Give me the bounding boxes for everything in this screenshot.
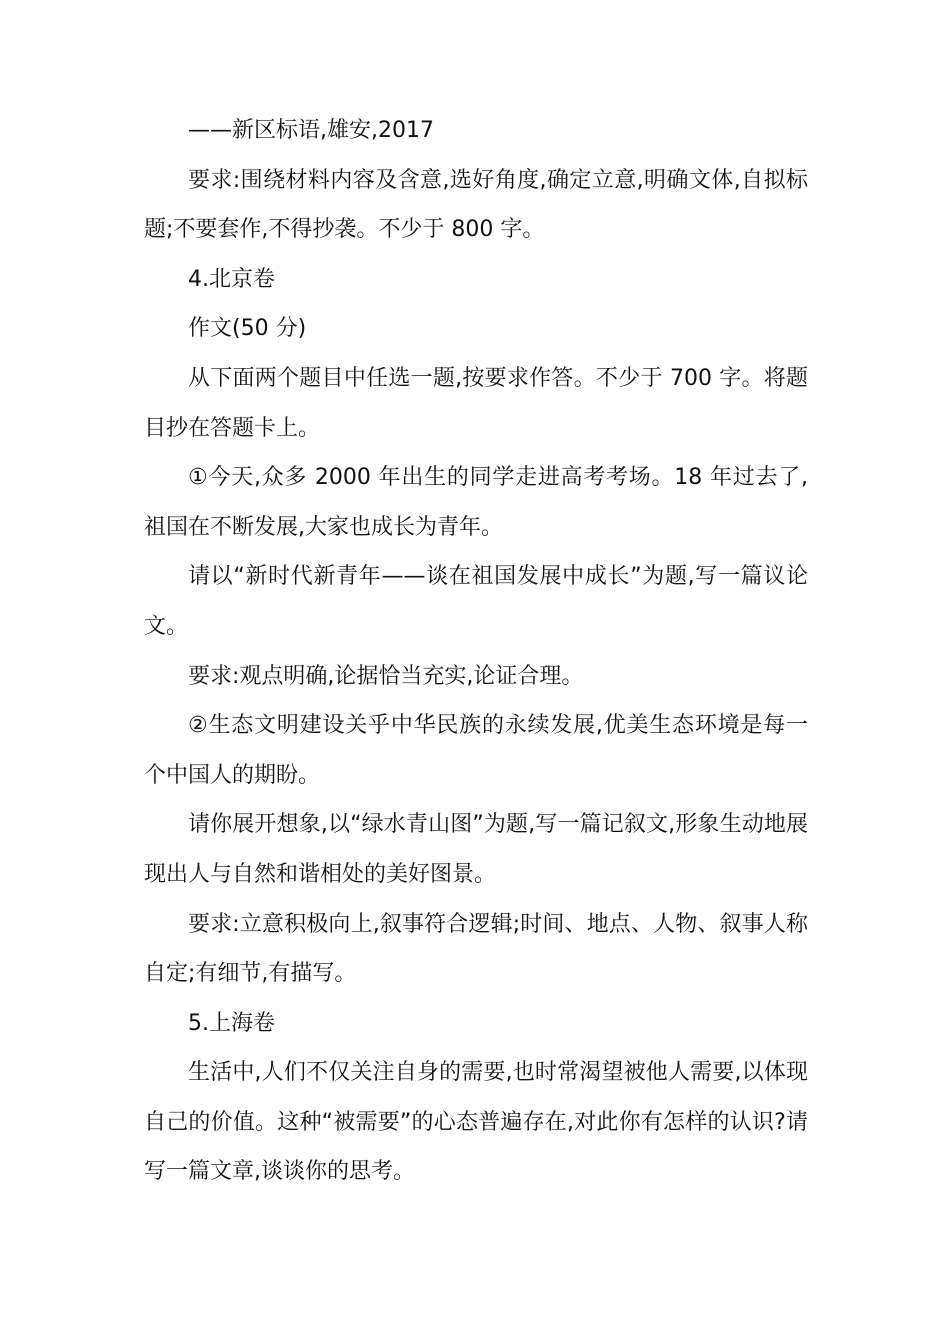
section-heading-shanghai: 5.上海卷 (188, 1010, 275, 1036)
essay-score-line: 作文(50 分) (188, 316, 307, 342)
section-heading-beijing: 4.北京卷 (188, 266, 275, 292)
topic-two-paragraph: ②生态文明建设关乎中华民族的永续发展,优美生态环境是每一个中国人的期盼。 (144, 713, 808, 788)
shanghai-prompt-paragraph: 生活中,人们不仅关注自身的需要,也时常渴望被他人需要,以体现自己的价值。这种“被需要”的心态普遍存在,对此你有怎样的认识?请写一篇文章,谈谈你的思考。 (144, 1060, 808, 1185)
topic-two-task: 请你展开想象,以“绿水青山图”为题,写一篇记叙文,形象生动地展现出人与自然和谐相处的美好图景。 (144, 812, 808, 887)
topic-one-task: 请以“新时代新青年——谈在祖国发展中成长”为题,写一篇议论文。 (144, 564, 808, 639)
topic-one-paragraph: ①今天,众多 2000 年出生的同学走进高考考场。18 年过去了,祖国在不断发展,大家也成长为青年。 (144, 465, 808, 540)
requirement-paragraph: 要求:围绕材料内容及含意,选好角度,确定立意,明确文体,自拟标题;不要套作,不得抄袭。不少于 800 字。 (144, 167, 808, 243)
topic-one-requirement: 要求:观点明确,论据恰当充实,论证合理。 (188, 663, 584, 689)
instruction-paragraph: 从下面两个题目中任选一题,按要求作答。不少于 700 字。将题目抄在答题卡上。 (144, 365, 808, 441)
document-body (144, 106, 808, 1197)
topic-two-requirement: 要求:立意积极向上,叙事符合逻辑;时间、地点、人物、叙事人称自定;有细节,有描写。 (144, 911, 808, 987)
slogan-source-line: ——新区标语,雄安,2017 (188, 118, 434, 143)
